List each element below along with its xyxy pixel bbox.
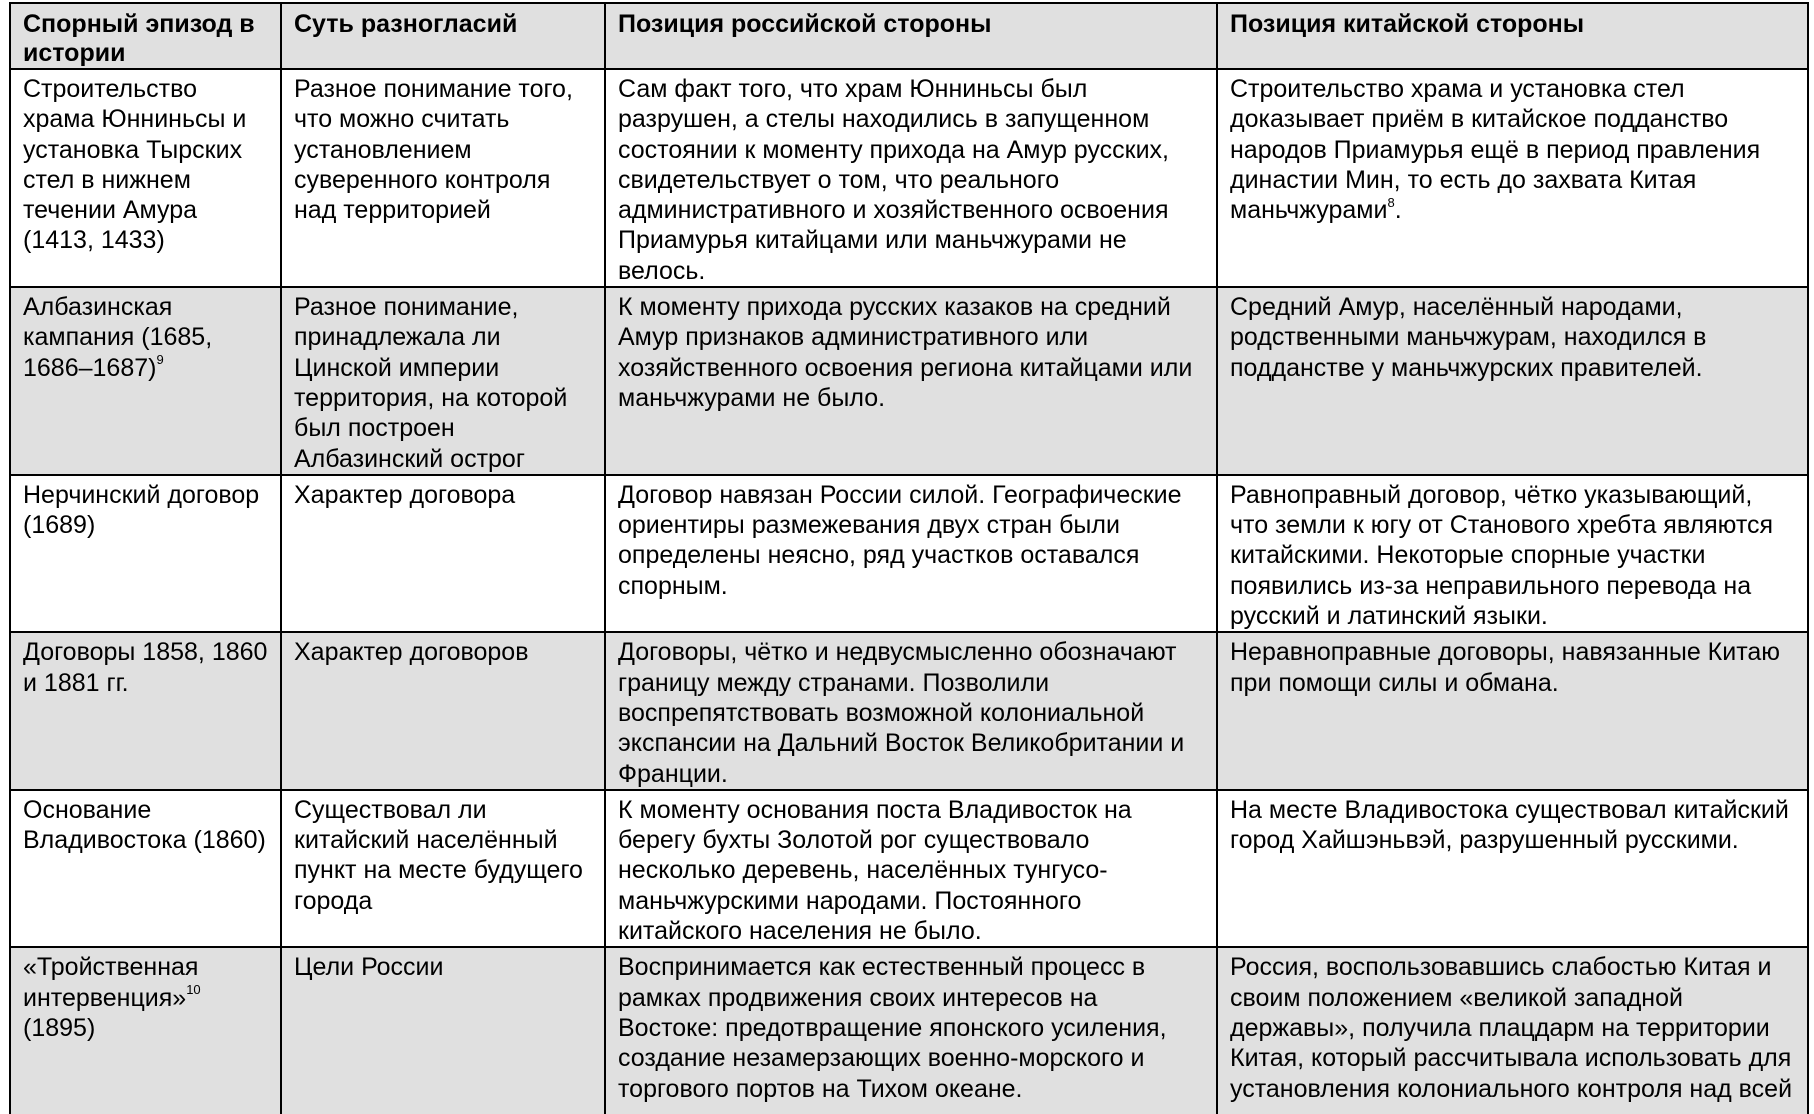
issue-cell: Разное понимание того, что можно считать установлением суверенного контроля над территорией [281,69,605,287]
episode-tail: (1895) [23,1013,96,1042]
issue-cell: Существовал ли китайский населённый пункт на месте будущего города [281,790,605,947]
issue-cell: Разное понимание, принадлежала ли Цинской империи территория, на которой был построен Албазинский острог [281,287,605,475]
chinese-position-cell: На месте Владивостока существовал китайский город Хайшэньвэй, разрушенный русскими. [1217,790,1808,947]
russian-position-cell: Воспринимается как естественный процесс в рамках продвижения своих интересов на Востоке: предотвращение японского усиления, создание незамерзающих военно-морского и торгового портов на Тихом океане. [605,947,1217,1114]
table-row [10,475,1808,632]
table-header-row [10,3,1808,69]
table-row [10,790,1808,947]
issue-cell: Цели России [281,947,605,1114]
episode-cell: Договоры 1858, 1860 и 1881 гг. [10,632,281,789]
footnote-ref: 9 [156,352,164,368]
column-header-episode: Спорный эпизод в истории [10,3,281,69]
issue-cell: Характер договора [281,475,605,632]
episode-text: Строительство храма Юнниньсы и установка Тырских стел в нижнем течении Амура (1413, 1433) [23,75,247,255]
russian-position-cell: Договоры, чётко и недвусмысленно обозначают границу между странами. Позволили воспрепятствовать возможной колониальной экспансии на Дальний Восток Великобритании и Франции. [605,632,1217,789]
column-header-issue: Суть разногласий [281,3,605,69]
russian-position-cell: К моменту прихода русских казаков на средний Амур признаков административного или хозяйственного освоения региона китайцами или маньчжурами не было. [605,287,1217,475]
episode-cell [10,287,281,475]
issue-cell: Характер договоров [281,632,605,789]
column-header-russian-position: Позиция российской стороны [605,3,1217,69]
table-row [10,947,1808,1114]
chinese-position-text: Строительство храма и установка стел доказывает приём в китайское подданство народов Приамурья ещё в период правления династии Мин, то есть до захвата Китая маньчжурами [1230,75,1761,225]
russian-position-cell: Договор навязан России силой. Географические ориентиры размежевания двух стран были определены неясно, ряд участков оставался спорным. [605,475,1217,632]
episode-text: Албазинская кампания (1685, 1686–1687) [23,293,213,382]
table-row [10,69,1808,287]
table-row [10,287,1808,475]
episode-cell: Основание Владивостока (1860) [10,790,281,947]
episode-cell [10,69,281,287]
footnote-ref: 8 [1387,194,1395,210]
footnote-ref: 10 [186,982,201,998]
history-disputes-table [9,2,1809,1114]
chinese-position-tail: . [1394,196,1402,225]
russian-position-cell: К моменту основания поста Владивосток на берегу бухты Золотой рог существовало несколько деревень, населённых тунгусо-маньчжурскими народами. Постоянного китайского населения не было. [605,790,1217,947]
chinese-position-cell: Средний Амур, населённый народами, родственными маньчжурам, находился в подданстве у маньчжурских правителей. [1217,287,1808,475]
episode-text: «Тройственная интервенция» [23,953,199,1012]
table-row [10,632,1808,789]
chinese-position-cell: Россия, воспользовавшись слабостью Китая и своим положением «великой западной державы», получила плацдарм на территории Китая, который рассчитывала использовать для установления колониального контроля над всей [1217,947,1808,1114]
russian-position-cell: Сам факт того, что храм Юнниньсы был разрушен, а стелы находились в запущенном состоянии к моменту прихода на Амур русских, свидетельствует о том, что реального административного и хозяйственного освоения Приамурья китайцами или маньчжурами не велось. [605,69,1217,287]
episode-cell [10,947,281,1114]
episode-cell: Нерчинский договор (1689) [10,475,281,632]
chinese-position-cell [1217,69,1808,287]
chinese-position-cell: Равноправный договор, чётко указывающий, что земли к югу от Станового хребта являются китайскими. Некоторые спорные участки появились из-за неправильного перевода на русский и латинский языки. [1217,475,1808,632]
chinese-position-cell: Неравноправные договоры, навязанные Китаю при помощи силы и обмана. [1217,632,1808,789]
column-header-chinese-position: Позиция китайской стороны [1217,3,1808,69]
